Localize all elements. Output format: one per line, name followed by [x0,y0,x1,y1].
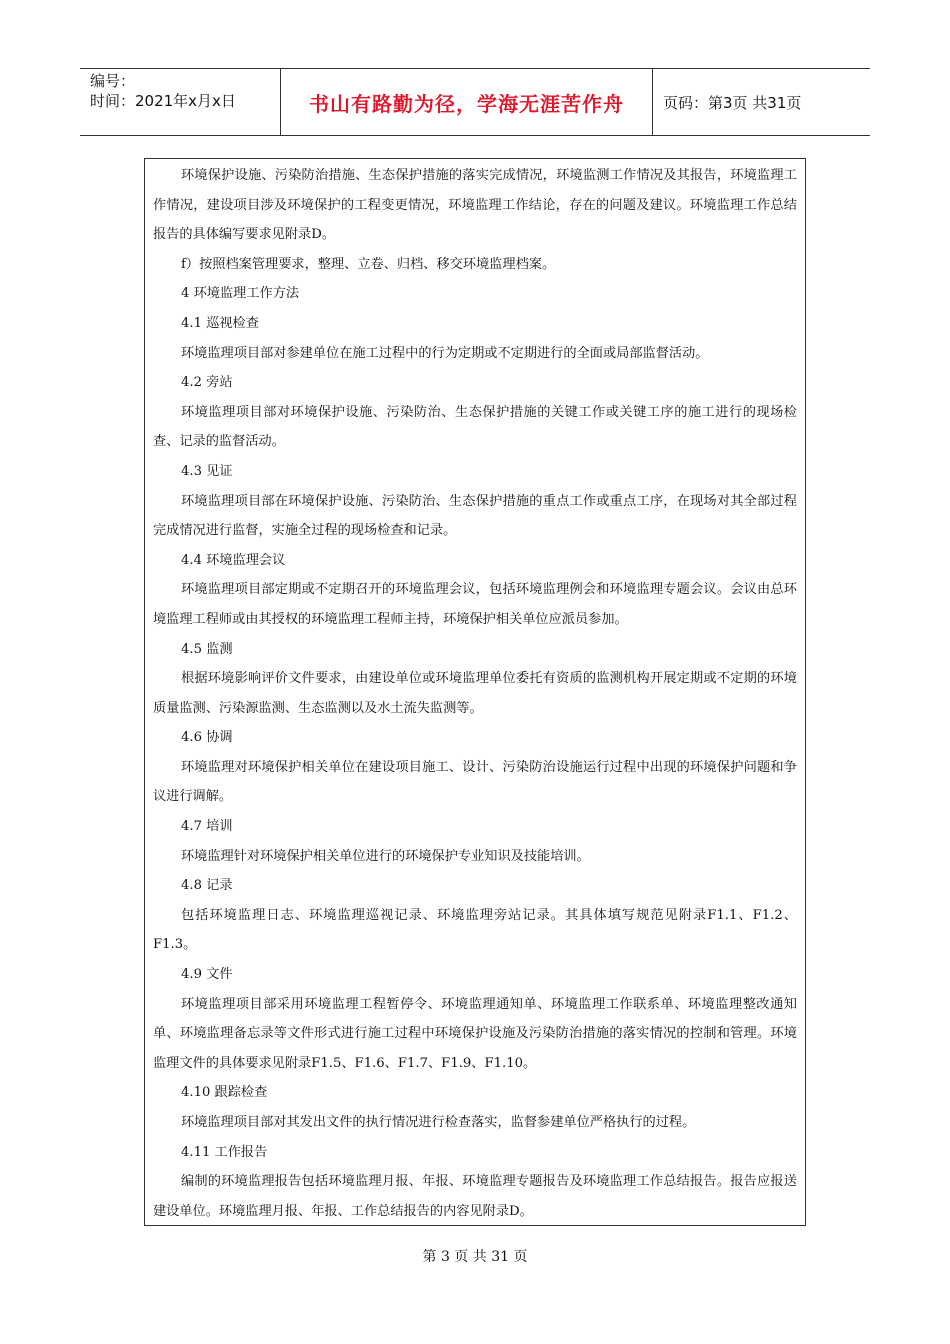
subsection-heading: 4.10 跟踪检查 [181,1085,268,1101]
subsection-heading: 4.8 记录 [181,878,233,894]
paragraph: 环境监理项目部采用环境监理工程暂停令、环境监理通知单、环境监理工作联系单、环境监理整改通知单、环境监理备忘录等文件形式进行施工过程中环境保护设施及污染防治措施的落实情况的控制和管理。环境监理文件的具体要求见附录F1.5、F1.6、F1.7、F1.9、F1.10。 [153,996,797,1071]
paragraph: 环境监理针对环境保护相关单位进行的环境保护专业知识及技能培训。 [181,848,590,864]
paragraph: 编制的环境监理报告包括环境监理月报、年报、环境监理专题报告及环境监理工作总结报告。报告应报送建设单位。环境监理月报、年报、工作总结报告的内容见附录D。 [153,1174,797,1219]
page-footer: 第 3 页 共 31 页 [422,1249,528,1265]
subsection-heading: 4.9 文件 [181,967,233,983]
section-heading: 4 环境监理工作方法 [181,286,300,302]
document-date: 时间：2021年x月x日 [90,92,236,110]
subsection-heading: 4.7 培训 [181,819,233,835]
page-header [80,68,870,136]
subsection-heading: 4.11 工作报告 [181,1144,268,1160]
subsection-heading: 4.1 巡视检查 [181,315,259,331]
subsection-heading: 4.4 环境监理会议 [181,552,286,568]
header-meta [80,69,281,135]
paragraph: 根据环境影响评价文件要求，由建设单位或环境监理单位委托有资质的监测机构开展定期或不定期的环境质量监测、污染源监测、生态监测以及水土流失监测等。 [153,671,797,716]
subsection-heading: 4.3 见证 [181,463,233,479]
paragraph: 环境监理项目部在环境保护设施、污染防治、生态保护措施的重点工作或重点工序，在现场对其全部过程完成情况进行监督，实施全过程的现场检查和记录。 [153,493,797,539]
document-number-label: 编号： [90,72,136,90]
paragraph: 环境监理项目部对参建单位在施工过程中的行为定期或不定期进行的全面或局部监督活动。 [181,345,709,361]
paragraph: f）按照档案管理要求，整理、立卷、归档、移交环境监理档案。 [181,256,556,272]
subsection-heading: 4.5 监测 [181,641,233,657]
paragraph: 环境监理项目部对环境保护设施、污染防治、生态保护措施的关键工作或关键工序的施工进行的现场检查、记录的监督活动。 [153,404,797,450]
header-motto: 书山有路勤为径，学海无涯苦作舟 [281,69,653,135]
paragraph: 环境监理项目部定期或不定期召开的环境监理会议，包括环境监理例会和环境监理专题会议。会议由总环境监理工程师或由其授权的环境监理工程师主持，环境保护相关单位应派员参加。 [153,582,797,627]
paragraph: 环境保护设施、污染防治措施、生态保护措施的落实完成情况，环境监测工作情况及其报告，环境监理工作情况，建设项目涉及环境保护的工程变更情况，环境监理工作结论，存在的问题及建议。环境监理工作总结报告的具体编写要求见附录D。 [153,168,797,243]
paragraph: 环境监理对环境保护相关单位在建设项目施工、设计、污染防治设施运行过程中出现的环境保护问题和争议进行调解。 [153,759,797,805]
content-frame [144,158,806,1226]
subsection-heading: 4.2 旁站 [181,375,233,391]
header-page-info: 页码：第3页 共31页 [663,93,802,112]
paragraph: 包括环境监理日志、环境监理巡视记录、环境监理旁站记录。其具体填写规范见附录F1.1、F1.2、F1.3。 [153,907,797,953]
subsection-heading: 4.6 协调 [181,730,233,746]
paragraph: 环境监理项目部对其发出文件的执行情况进行检查落实，监督参建单位严格执行的过程。 [181,1115,696,1130]
